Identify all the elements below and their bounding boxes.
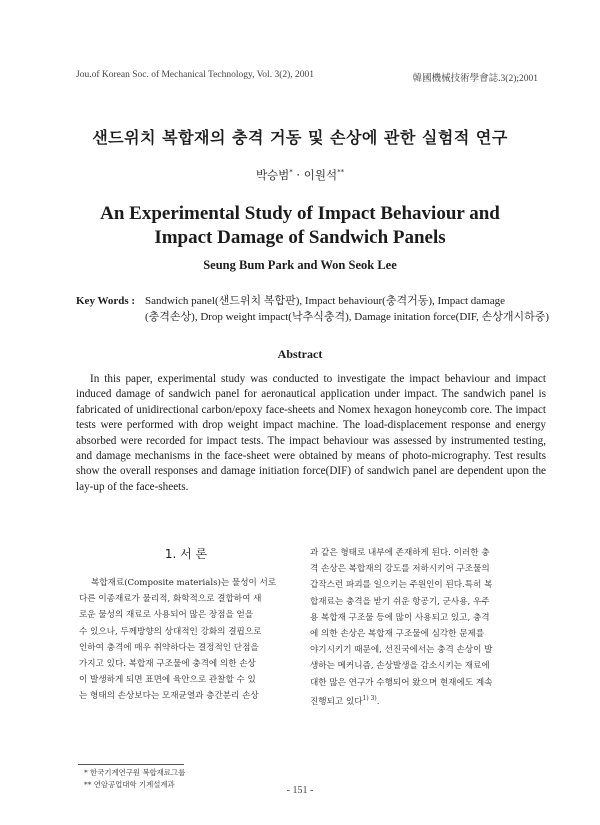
author-separator: · xyxy=(292,168,304,182)
body-line: 수 있으나, 두께방향의 상대적인 강화의 결핍으로 xyxy=(79,626,262,637)
keywords-label: Key Words : xyxy=(76,295,136,307)
abstract-body xyxy=(76,372,546,495)
body-line: 인하여 충격에 매우 취약하다는 결정적인 단점을 xyxy=(79,642,259,653)
body-line: 로운 물성의 재료로 사용되어 많은 장점을 얻을 xyxy=(79,610,254,621)
citation-superscript: 1) 3) xyxy=(362,694,377,702)
footnote-divider xyxy=(78,764,184,765)
body-column-right xyxy=(310,545,538,710)
body-line: 과 같은 형태로 내부에 존재하게 된다. 이러한 충 xyxy=(310,548,490,558)
body-line: 가지고 있다. 복합재 구조물에 충격에 의한 손상 xyxy=(79,659,256,670)
korean-title: 샌드위치 복합재의 충격 거동 및 손상에 관한 실험적 연구 xyxy=(92,128,508,147)
footnote-2: ** 연암공업대학 기계설계과 xyxy=(84,780,175,789)
body-line-last xyxy=(310,691,538,710)
body-line: 이 발생하게 되면 표면에 육안으로 관찰할 수 있 xyxy=(79,675,256,686)
body-line: 합재료는 충격을 받기 쉬운 항공기, 군사용, 우주 xyxy=(310,596,490,607)
footnote-1: * 한국기계연구원 복합재료그룹 xyxy=(84,768,186,777)
body-line-period: . xyxy=(376,696,380,707)
journal-citation-hanja: 韓國機械技術學會誌.3(2);2001 xyxy=(412,74,538,84)
english-title-line-2: Impact Damage of Sandwich Panels xyxy=(154,227,446,248)
body-column-left xyxy=(79,575,291,705)
body-line-text: 진행되고 있다 xyxy=(310,696,363,707)
body-line: 다른 이종재료가 물리적, 화학적으로 결합하여 새 xyxy=(79,594,262,605)
keywords-line-2: (충격손상), Drop weight impact(낙추식충격), Damage initation force(DIF, 손상개시하중) xyxy=(145,311,550,323)
section-heading-introduction: 1. 서 론 xyxy=(164,547,208,561)
body-line: 복합재료(Composite materials)는 물성이 서로 xyxy=(91,578,277,588)
page-number: - 151 - xyxy=(286,785,314,796)
body-line: 는 형태의 손상보다는 모재균열과 층간분리 손상 xyxy=(79,691,259,702)
body-line: 격 손상은 복합재의 강도를 저하시키어 구조물의 xyxy=(310,564,490,575)
abstract-text: In this paper, experimental study was conducted to investigate the impact behaviour and impact induced damage of sandwich panel for aeronautical application under impact. The sandwich panel is fabricated of unidirectional carbon/epoxy face-sheets and Nomex hexagon honeycomb core. The impact tests were performed with drop weight impact machine. The load-displacement response and energy absorbed were recorded for impact tests. The impact behaviour was assessed by instrumented testing, and damage mechanisms in the face-sheet were obtained by means of photo-micrography. Test results show the overall responses and damage initiation force(DIF) of sandwich panel are dependent upon the lay-up of the face-sheets. xyxy=(76,373,546,493)
english-title-line-1: An Experimental Study of Impact Behaviour and xyxy=(100,203,500,224)
body-line: 갑작스런 파괴를 일으키는 주원인이 된다.특히 복 xyxy=(310,580,493,591)
body-line: 생하는 메커니즘, 손상발생을 감소시키는 재료에 xyxy=(310,661,490,672)
abstract-heading: Abstract xyxy=(277,347,323,361)
keywords-line-1: Sandwich panel(샌드위치 복합판), Impact behaviour(충격거동), Impact damage xyxy=(145,295,506,307)
body-line: 야기시키기 때문에, 선진국에서는 충격 손상이 발 xyxy=(310,645,493,656)
author-1-korean: 박승범 xyxy=(255,168,290,182)
author-2-footnote-mark: ** xyxy=(337,168,345,177)
english-authors: Seung Bum Park and Won Seok Lee xyxy=(203,258,397,272)
body-line: 대한 많은 연구가 수행되어 왔으며 현재에도 계속 xyxy=(310,677,493,688)
journal-citation: Jou.of Korean Soc. of Mechanical Technology, Vol. 3(2), 2001 xyxy=(76,70,315,80)
author-2-korean: 이원석 xyxy=(303,168,338,182)
author-1-footnote-mark: * xyxy=(289,168,293,177)
english-title xyxy=(0,202,600,250)
korean-authors xyxy=(0,167,600,183)
body-line: 에 의한 손상은 복합재 구조물에 심각한 문제를 xyxy=(310,629,485,640)
body-line: 용 복합재 구조물 등에 많이 사용되고 있고, 충격 xyxy=(310,612,490,623)
